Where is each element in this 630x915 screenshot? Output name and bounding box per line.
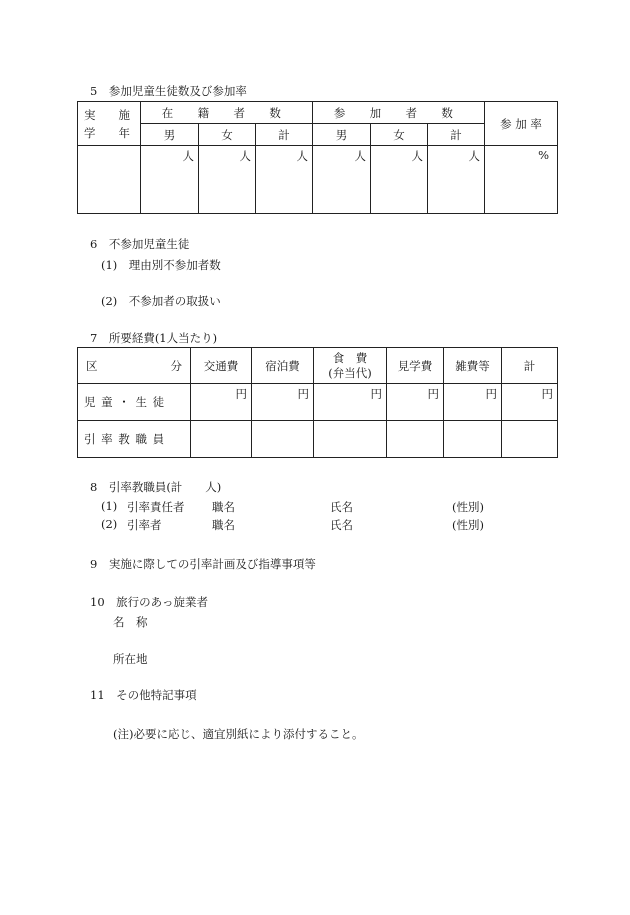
agent-name-label: 名 称 [113,615,148,629]
teachers-transport-cell[interactable] [191,421,252,458]
participation-table [77,101,558,214]
staff-row-1-name-label: 氏名 [330,500,353,514]
misc-header: 雑費等 [444,348,502,384]
rate-header: 参 加 率 [485,102,558,146]
staff-row-2-role: 引率者 [127,518,162,532]
students-tour-cell[interactable]: 円 [387,384,444,421]
participants-total-cell[interactable]: 人 [428,146,485,214]
staff-row-1-gender-label: (性別) [452,500,484,514]
students-meal-cell[interactable]: 円 [314,384,387,421]
staff-row-2-number: (2) [101,517,118,531]
teachers-lodging-cell[interactable] [252,421,314,458]
enrolled-female-header: 女 [199,124,256,146]
staff-row-1-title-label: 職名 [212,500,235,514]
kubun-header-right: 分 [170,358,182,373]
teachers-tour-cell[interactable] [387,421,444,458]
staff-row-1-number: (1) [101,499,118,513]
transport-header: 交通費 [191,348,252,384]
grade-value-cell[interactable] [78,146,141,214]
section-6-heading: 6 不参加児童生徒 [90,237,190,251]
grade-header-cell [78,102,141,146]
meal-header [314,348,387,384]
section-10-heading: 10 旅行のあっ旋業者 [90,595,209,609]
kubun-header-left: 区 [86,358,98,373]
meal-header-line-1: 食 費 [332,350,368,365]
enrolled-header: 在 籍 者 数 [141,102,313,124]
expense-table [77,347,558,458]
staff-row-1-role: 引率責任者 [127,500,185,514]
participants-total-header: 計 [428,124,485,146]
participants-male-header: 男 [313,124,371,146]
enrolled-male-header: 男 [141,124,199,146]
participants-female-cell[interactable]: 人 [371,146,428,214]
teachers-meal-cell[interactable] [314,421,387,458]
enrolled-female-cell[interactable]: 人 [199,146,256,214]
total-header: 計 [502,348,558,384]
teachers-misc-cell[interactable] [444,421,502,458]
kubun-header [78,348,191,384]
staff-row-2-gender-label: (性別) [452,518,484,532]
students-total-cell[interactable]: 円 [502,384,558,421]
section-5-heading: 5 参加児童生徒数及び参加率 [90,84,247,98]
enrolled-total-header: 計 [256,124,313,146]
rate-cell[interactable]: % [485,146,558,214]
students-transport-cell[interactable]: 円 [191,384,252,421]
enrolled-male-cell[interactable]: 人 [141,146,199,214]
grade-header-top: 実 施 [84,107,130,122]
students-lodging-cell[interactable]: 円 [252,384,314,421]
section-6-item-1: (1) 理由別不参加者数 [101,258,221,272]
agent-address-label: 所在地 [113,652,148,666]
teachers-total-cell[interactable] [502,421,558,458]
attachment-note: (注)必要に応じ、適宜別紙により添付すること。 [113,727,364,741]
participants-header: 参 加 者 数 [313,102,485,124]
enrolled-total-cell[interactable]: 人 [256,146,313,214]
staff-row-2-title-label: 職名 [212,518,235,532]
participants-female-header: 女 [371,124,428,146]
students-misc-cell[interactable]: 円 [444,384,502,421]
lodging-header: 宿泊費 [252,348,314,384]
meal-header-line-2: (弁当代) [328,365,372,380]
section-6-item-2: (2) 不参加者の取扱い [101,294,221,308]
section-9-heading: 9 実施に際しての引率計画及び指導事項等 [90,557,316,571]
participants-male-cell[interactable]: 人 [313,146,371,214]
section-11-heading: 11 その他特記事項 [90,688,197,702]
tour-header: 見学費 [387,348,444,384]
section-7-heading: 7 所要経費(1人当たり) [90,331,218,345]
staff-row-2-name-label: 氏名 [330,518,353,532]
section-8-heading: 8 引率教職員(計 人) [90,480,222,494]
students-row-label: 児 童 ・ 生 徒 [78,384,191,421]
teachers-row-label: 引 率 教 職 員 [78,421,191,458]
grade-header-bottom: 学 年 [84,125,130,140]
